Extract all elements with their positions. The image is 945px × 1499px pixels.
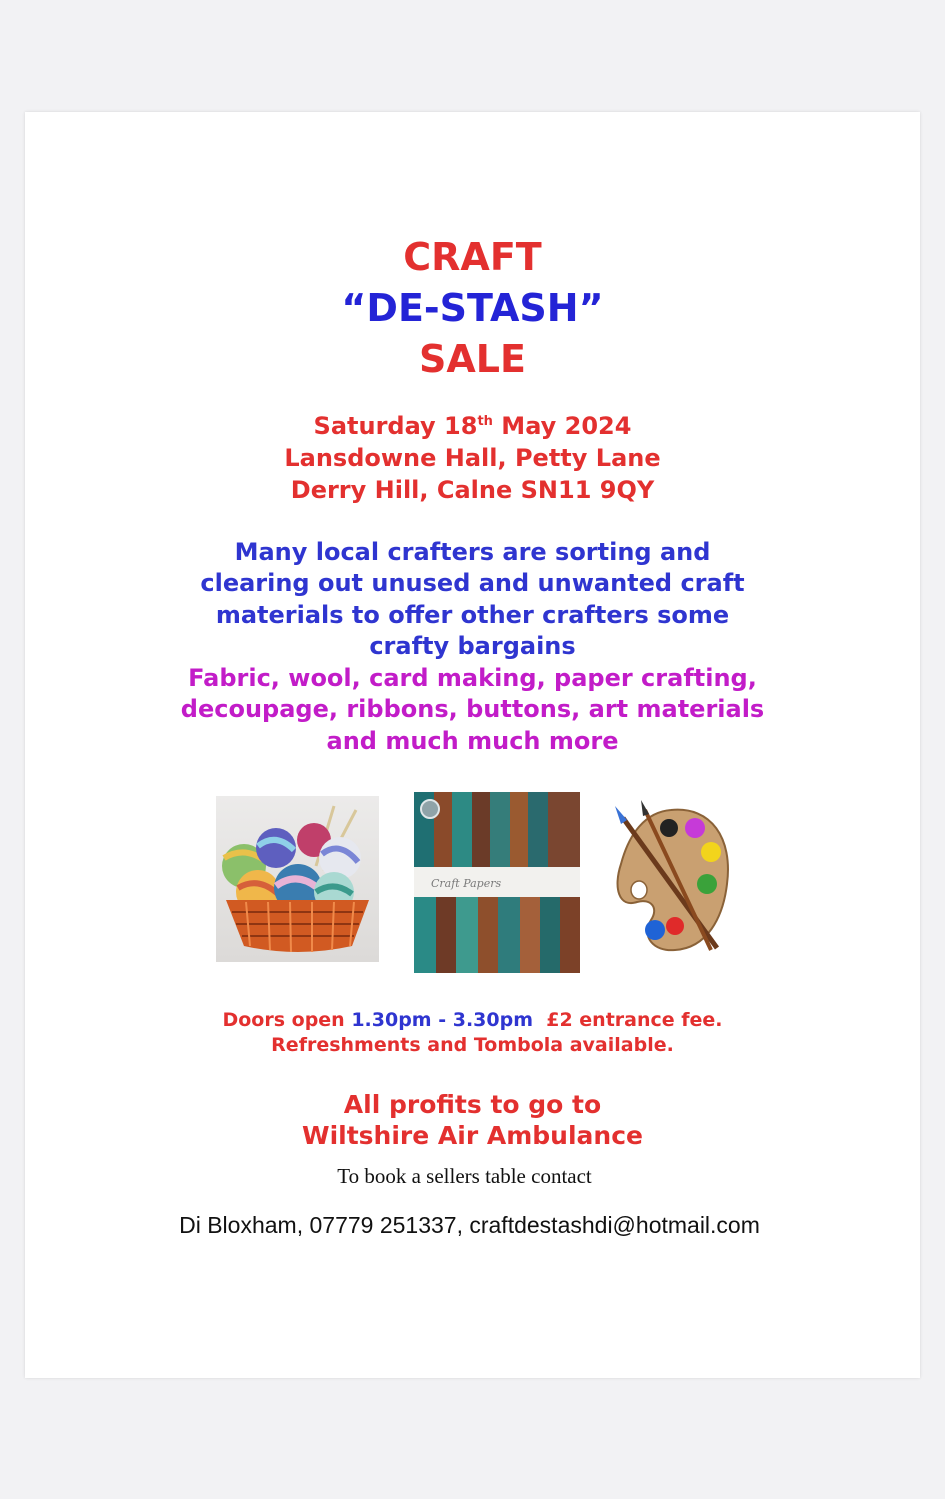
event-date: Saturday 18th May 2024: [313, 412, 632, 440]
booking-label: To book a sellers table contact: [337, 1164, 592, 1188]
items-list: Fabric, wool, card making, paper crafting, decoupage, ribbons, buttons, art materials and much much more: [180, 664, 765, 755]
contact-details: Di Bloxham, 07779 251337, craftdestashdi@hotmail.com: [179, 1212, 760, 1238]
doors-open-line: Doors open 1.30pm - 3.30pm £2 entrance fee.: [222, 1009, 723, 1031]
charity-info: All profits to go to Wiltshire Air Ambulance: [302, 1090, 643, 1150]
title-craft: CRAFT: [403, 235, 542, 279]
flyer-page: [25, 112, 920, 1378]
paint-palette-image: [611, 798, 735, 964]
event-address: Derry Hill, Calne SN11 9QY: [290, 476, 655, 504]
sale-description: Many local crafters are sorting and clearing out unused and unwanted craft materials to offer other crafters some crafty bargains: [200, 538, 745, 661]
craft-papers-image: [414, 792, 580, 973]
event-venue: Lansdowne Hall, Petty Lane: [284, 444, 661, 472]
entrance-fee: £2 entrance fee.: [533, 1009, 723, 1031]
opening-info: [25, 1008, 920, 1058]
craft-papers-label: Craft Papers: [431, 877, 502, 890]
title-sale: SALE: [419, 337, 526, 381]
opening-times: 1.30pm - 3.30pm: [351, 1009, 533, 1031]
title-de-stash: “DE-STASH”: [341, 286, 604, 330]
yarn-basket-image: [216, 796, 379, 962]
event-details: [25, 410, 920, 506]
flyer-title: [25, 232, 920, 385]
refreshments-line: Refreshments and Tombola available.: [271, 1034, 674, 1056]
